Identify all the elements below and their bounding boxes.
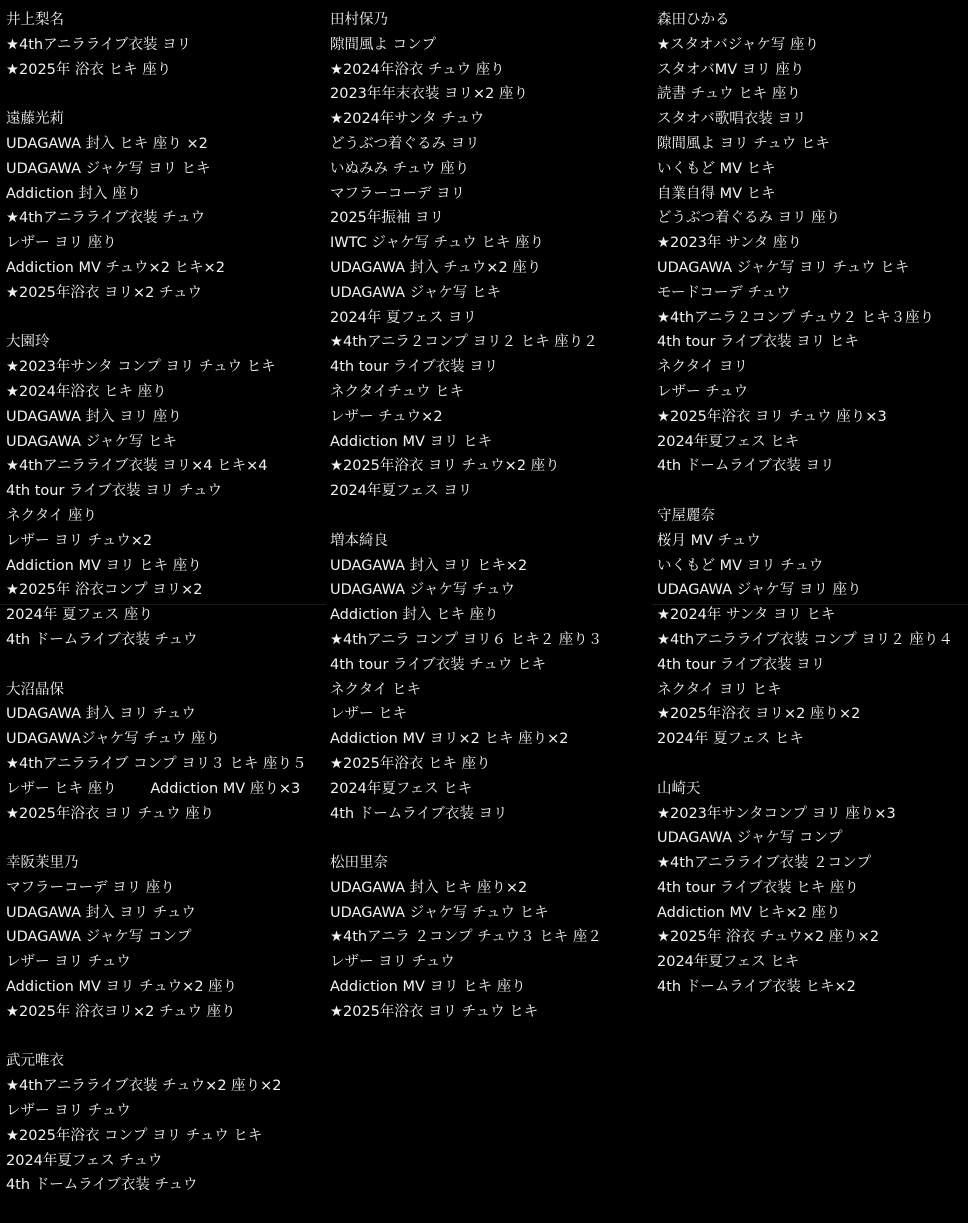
photo-item: ★4thアニラライブ衣装 チュウ×2 座り×2 (6, 1078, 282, 1095)
member-name: 井上梨名 (6, 12, 64, 28)
photo-item: UDAGAWAジャケ写 チュウ 座り (6, 731, 221, 748)
member-name: 山崎天 (657, 780, 701, 797)
photo-item: Addiction MV ヨリ チュウ×2 座り (6, 979, 238, 996)
member-block (6, 107, 326, 305)
photo-item: レザー チュウ×2 (330, 408, 443, 425)
photo-item: 4th ドームライブ衣装 チュウ (6, 631, 198, 648)
photo-item: レザー ヨリ チュウ (6, 954, 131, 971)
photo-item: UDAGAWA ジャケ写 チュウ (330, 582, 516, 599)
member-block (330, 8, 650, 504)
member-block (657, 504, 968, 752)
photo-item: 2024年夏フェス ヒキ (330, 780, 473, 797)
photo-item: 2024年夏フェス ヨリ (330, 483, 473, 500)
photo-item: ★2025年 浴衣 ヒキ 座り (6, 61, 172, 78)
member-name: 増本綺良 (330, 532, 388, 549)
photo-item: 2024年夏フェス ヒキ (657, 954, 800, 971)
photo-item: ★2025年浴衣 ヨリ チュウ 座り×3 (657, 408, 887, 425)
photo-item: UDAGAWA ジャケ写 ヨリ チュウ ヒキ (657, 259, 910, 276)
photo-item: 4th tour ライブ衣装 チュウ ヒキ (330, 656, 546, 673)
photo-item: ★4thアニラライブ衣装 ヨリ×4 ヒキ×4 (6, 458, 268, 475)
photo-item: Addiction 封入 ヒキ 座り (330, 607, 499, 624)
member-block (657, 8, 968, 479)
photo-item: スタオバ歌唱衣装 ヨリ (657, 111, 807, 128)
photo-item: UDAGAWA ジャケ写 コンプ (6, 929, 192, 946)
photo-item: UDAGAWA 封入 チュウ×2 座り (330, 259, 542, 276)
photo-item: UDAGAWA ジャケ写 コンプ (657, 830, 843, 847)
member-name: 大沼晶保 (6, 681, 64, 698)
member-name: 大園玲 (6, 334, 50, 351)
photo-item: 4th tour ライブ衣装 ヨリ (657, 656, 826, 673)
member-block (657, 777, 968, 1000)
photo-item: ★4thアニラ２コンプ ヨリ２ ヒキ 座り２ (330, 334, 598, 351)
photo-item: ★2024年浴衣 ヒキ 座り (6, 383, 167, 400)
photo-item: ★2023年サンタ コンプ ヨリ チュウ ヒキ (6, 359, 276, 376)
photo-item: UDAGAWA ジャケ写 ヨリ 座り (657, 582, 862, 599)
photo-item: UDAGAWA ジャケ写 ヨリ ヒキ (6, 160, 211, 177)
photo-item: ネクタイ 座り (6, 507, 98, 524)
member-name: 松田里奈 (330, 855, 388, 872)
member-name: 武元唯衣 (6, 1053, 64, 1070)
photo-item: ★4thアニラライブ衣装 ２コンプ (657, 855, 872, 872)
photo-item: Addiction MV ヨリ ヒキ (330, 433, 493, 450)
photo-item: ネクタイ ヒキ (330, 681, 422, 698)
photo-item: 自業自得 MV ヒキ (657, 185, 776, 202)
photo-item: レザー ヒキ (330, 706, 408, 723)
photo-item: 2025年振袖 ヨリ (330, 210, 445, 227)
photo-item: UDAGAWA 封入 ヒキ 座り×2 (330, 879, 528, 896)
member-name: 森田ひかる (657, 12, 730, 28)
photo-item: どうぶつ着ぐるみ ヨリ (330, 135, 480, 152)
photo-item: ★4thアニラ ２コンプ チュウ３ ヒキ 座２ (330, 929, 602, 946)
photo-item: ネクタイ ヨリ ヒキ (657, 681, 782, 698)
photo-item: 2024年夏フェス ヒキ (657, 433, 800, 450)
photo-item: ★2024年サンタ チュウ (330, 111, 485, 128)
photo-item: ★2025年浴衣 ヨリ チュウ×2 座り (330, 458, 560, 475)
member-name: 田村保乃 (330, 12, 388, 28)
photo-item: UDAGAWA 封入 ヨリ ヒキ×2 (330, 557, 528, 574)
photo-item: いぬみみ チュウ 座り (330, 160, 470, 177)
photo-item: UDAGAWA 封入 ヨリ チュウ (6, 904, 196, 921)
photo-item: ★2024年 サンタ ヨリ ヒキ (657, 607, 836, 624)
photo-item: Addiction MV チュウ×2 ヒキ×2 (6, 259, 225, 276)
member-name: 守屋麗奈 (657, 507, 715, 524)
photo-item: モードコーデ チュウ (657, 284, 791, 301)
photo-item: 2023年年末衣装 ヨリ×2 座り (330, 86, 528, 103)
photo-item: 4th ドームライブ衣装 ヒキ×2 (657, 979, 856, 996)
photo-item: 4th tour ライブ衣装 ヒキ 座り (657, 879, 859, 896)
photo-item: UDAGAWA 封入 ヨリ チュウ (6, 706, 196, 723)
photo-item: いくもど MV ヒキ (657, 160, 776, 177)
photo-item: マフラーコーデ ヨリ (330, 185, 466, 202)
photo-item: 4th tour ライブ衣装 ヨリ チュウ (6, 483, 222, 500)
photo-item: UDAGAWA ジャケ写 ヒキ (330, 284, 501, 301)
photo-item: レザー ヨリ チュウ (330, 954, 455, 971)
photo-item: 桜月 MV チュウ (657, 532, 761, 549)
photo-item: IWTC ジャケ写 チュウ ヒキ 座り (330, 235, 544, 252)
photo-item: ★スタオバジャケ写 座り (657, 36, 820, 53)
member-name: 幸阪茉里乃 (6, 855, 79, 872)
photo-item: ★2023年 サンタ 座り (657, 235, 802, 252)
column-left (6, 8, 326, 1223)
photo-item: レザー ヨリ 座り (6, 235, 117, 252)
member-name: 遠藤光莉 (6, 111, 64, 128)
photo-item: ★4thアニラライブ衣装 コンプ ヨリ２ 座り４ (657, 631, 953, 648)
photo-item: ★4thアニラライブ衣装 ヨリ (6, 36, 192, 53)
photo-item: Addiction MV ヨリ×2 ヒキ 座り×2 (330, 731, 569, 748)
photo-item: 2024年 夏フェス ヨリ (330, 309, 477, 326)
seam-divider (0, 604, 326, 605)
photo-item: ★2025年 浴衣コンプ ヨリ×2 (6, 582, 203, 599)
member-block (6, 678, 326, 827)
photo-item: ★4thアニラ コンプ ヨリ６ ヒキ２ 座り３ (330, 631, 603, 648)
member-block (330, 851, 650, 1025)
photo-item: ★2025年浴衣 ヨリ チュウ 座り (6, 805, 215, 822)
photo-item: 隙間風よ コンプ (330, 36, 437, 53)
photo-item: ★2025年浴衣 ヒキ 座り (330, 755, 491, 772)
photo-item: レザー ヨリ チュウ×2 (6, 532, 153, 549)
photo-item: ★2025年浴衣 ヨリ×2 座り×2 (657, 706, 861, 723)
member-block (6, 8, 326, 82)
photo-item: ★2025年浴衣 コンプ ヨリ チュウ ヒキ (6, 1127, 263, 1144)
photo-item: Addiction MV ヒキ×2 座り (657, 904, 841, 921)
photo-item: UDAGAWA 封入 ヒキ 座り ×2 (6, 135, 208, 152)
photo-item: レザー チュウ (657, 383, 749, 400)
photo-item: 2024年 夏フェス 座り (6, 607, 153, 624)
photo-item: 4th ドームライブ衣装 ヨリ (330, 805, 508, 822)
photo-item: Addiction 封入 座り (6, 185, 142, 202)
photo-item: 4th tour ライブ衣装 ヨリ (330, 359, 499, 376)
column-middle (330, 8, 650, 1049)
photo-item: 隙間風よ ヨリ チュウ ヒキ (657, 135, 830, 152)
photo-item: 2024年 夏フェス ヒキ (657, 731, 804, 748)
photo-item: ★2024年浴衣 チュウ 座り (330, 61, 505, 78)
column-right (657, 8, 968, 1025)
photo-item: スタオバMV ヨリ 座り (657, 61, 805, 78)
photo-item: レザー ヒキ 座り Addiction MV 座り×3 (6, 780, 301, 797)
photo-item: ★4thアニラライブ コンプ ヨリ３ ヒキ 座り５ (6, 755, 307, 772)
photo-item: どうぶつ着ぐるみ ヨリ 座り (657, 210, 841, 227)
photo-item: UDAGAWA ジャケ写 チュウ ヒキ (330, 904, 549, 921)
member-block (6, 1049, 326, 1198)
photo-item: ★2023年サンタコンプ ヨリ 座り×3 (657, 805, 896, 822)
member-block (6, 851, 326, 1025)
photo-item: ★2025年浴衣 ヨリ チュウ ヒキ (330, 1003, 539, 1020)
photo-item: 2024年夏フェス チュウ (6, 1152, 163, 1169)
photo-item: ★4thアニラ２コンプ チュウ２ ヒキ３座り (657, 309, 935, 326)
photo-item: 4th ドームライブ衣装 チュウ (6, 1177, 198, 1194)
photo-item: 4th ドームライブ衣装 ヨリ (657, 458, 835, 475)
photo-item: UDAGAWA ジャケ写 ヒキ (6, 433, 177, 450)
photo-item: レザー ヨリ チュウ (6, 1103, 131, 1120)
photo-item: いくもど MV ヨリ チュウ (657, 557, 824, 574)
photo-item: ★2025年 浴衣ヨリ×2 チュウ 座り (6, 1003, 236, 1020)
member-block (330, 529, 650, 827)
photo-item: ネクタイチュウ ヒキ (330, 383, 465, 400)
photo-item: 4th tour ライブ衣装 ヨリ ヒキ (657, 334, 859, 351)
photo-item: ネクタイ ヨリ (657, 359, 749, 376)
photo-item: ★4thアニラライブ衣装 チュウ (6, 210, 206, 227)
seam-divider (652, 604, 968, 605)
photo-item: ★2025年浴衣 ヨリ×2 チュウ (6, 284, 203, 301)
photo-item: ★2025年 浴衣 チュウ×2 座り×2 (657, 929, 880, 946)
photo-item: 読書 チュウ ヒキ 座り (657, 86, 801, 103)
photo-item: Addiction MV ヨリ ヒキ 座り (330, 979, 526, 996)
photo-item: Addiction MV ヨリ ヒキ 座り (6, 557, 202, 574)
photo-item: マフラーコーデ ヨリ 座り (6, 879, 175, 896)
photo-item: UDAGAWA 封入 ヨリ 座り (6, 408, 182, 425)
